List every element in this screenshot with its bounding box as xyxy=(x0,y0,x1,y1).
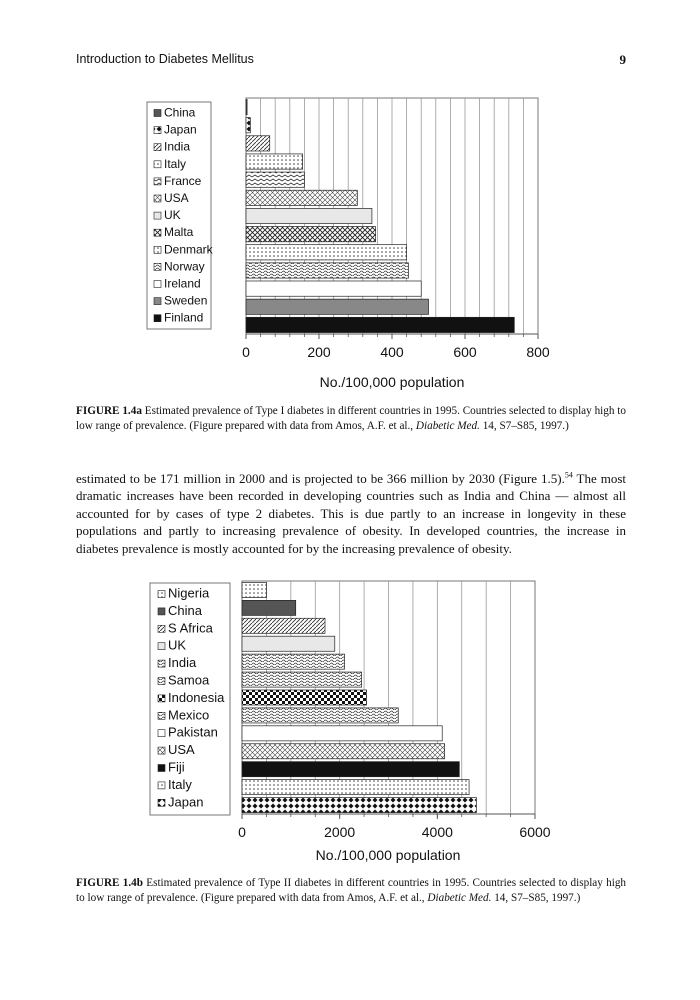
bar-norway xyxy=(246,263,408,278)
figure-1-4b-caption xyxy=(76,876,626,907)
caption-text: Estimated prevalence of Type II diabetes in different countries in 1995. Countries selected to display high to low range of prevalence. (Figure prepared with data from Amos, A.F. et al., xyxy=(76,877,627,905)
legend-swatch xyxy=(158,643,165,650)
legend-label: Denmark xyxy=(164,242,213,257)
legend-swatch xyxy=(158,608,165,615)
bar-uk xyxy=(242,636,335,651)
paragraph-text-2: The most dramatic increases have been recorded in developing countries such as India and China — almost all accounted for by cases of type 2 diabetes. This is due partly to an increase in longevity in these populations and partly to increasing prevalence of obesity. In developed countries, the increase in diabetes prevalence is mostly accounted for by the increasing prevalence of obesity. xyxy=(76,471,626,556)
x-tick-label: 0 xyxy=(238,824,246,840)
legend-swatch xyxy=(158,712,165,719)
caption-text: Estimated prevalence of Type I diabetes in different countries in 1995. Countries selected to display high to low range of prevalence. (Figure prepared with data from Amos, A.F. et al., xyxy=(76,405,627,433)
paragraph-text-1: estimated to be 171 million in 2000 and is projected to be 366 million by 2030 (Figure 1.5). xyxy=(76,471,565,486)
legend-label: Japan xyxy=(164,122,197,137)
x-tick-label: 2000 xyxy=(324,824,356,840)
legend-swatch xyxy=(154,315,161,322)
legend-label: Samoa xyxy=(168,672,210,688)
x-tick-label: 400 xyxy=(380,344,404,360)
bar-finland xyxy=(246,317,514,332)
legend-swatch xyxy=(158,730,165,737)
legend-swatch xyxy=(154,281,161,288)
legend-swatch xyxy=(154,246,161,253)
legend-swatch xyxy=(158,782,165,789)
bar-malta xyxy=(246,227,376,242)
legend-label: USA xyxy=(168,742,195,758)
page-header xyxy=(76,52,626,70)
bar-s-africa xyxy=(242,618,325,633)
caption-ref: 14, S7–S85, 1997.) xyxy=(482,420,569,433)
legend-swatch xyxy=(154,178,161,185)
legend-swatch xyxy=(154,195,161,202)
legend-label: China xyxy=(164,105,196,120)
x-tick-label: 0 xyxy=(242,344,250,360)
bar-italy xyxy=(242,780,469,795)
figure-1-4b-chart xyxy=(0,575,700,870)
bar-usa xyxy=(242,744,445,759)
legend-label: USA xyxy=(164,191,189,205)
legend-swatch xyxy=(154,229,161,236)
legend-swatch xyxy=(154,127,161,134)
running-title: Introduction to Diabetes Mellitus xyxy=(76,52,254,66)
legend-label: India xyxy=(164,139,191,154)
legend-swatch xyxy=(158,678,165,685)
legend-label: Fiji xyxy=(168,759,185,775)
caption-journal: Diabetic Med. xyxy=(427,892,492,905)
legend-label: France xyxy=(164,173,202,188)
legend-swatch xyxy=(154,212,161,219)
bar-mexico xyxy=(242,708,398,723)
caption-ref: 14, S7–S85, 1997.) xyxy=(494,892,581,905)
bar-denmark xyxy=(246,245,407,260)
legend-swatch xyxy=(158,625,165,632)
legend-label: Italy xyxy=(164,156,187,171)
bar-pakistan xyxy=(242,726,442,741)
legend-label: Norway xyxy=(164,259,205,274)
bar-japan xyxy=(246,118,250,133)
legend-swatch xyxy=(158,765,165,772)
legend-swatch xyxy=(154,110,161,117)
legend-label: Finland xyxy=(164,310,204,325)
bar-france xyxy=(246,172,304,187)
legend-swatch xyxy=(154,263,161,270)
x-tick-label: 4000 xyxy=(421,824,453,840)
bar-nigeria xyxy=(242,582,266,597)
legend-label: Japan xyxy=(168,794,204,810)
legend-label: Ireland xyxy=(164,276,201,291)
bar-italy xyxy=(246,154,303,169)
legend-swatch xyxy=(158,799,165,806)
bar-india xyxy=(242,654,345,669)
legend-swatch xyxy=(158,591,165,598)
legend-swatch xyxy=(158,695,165,702)
legend-label: Nigeria xyxy=(168,585,210,601)
bar-china xyxy=(242,600,296,615)
bar-usa xyxy=(246,190,357,205)
reference-number: 54 xyxy=(564,470,573,480)
x-tick-label: 200 xyxy=(307,344,331,360)
legend-swatch xyxy=(154,161,161,168)
legend-label: S Africa xyxy=(168,620,213,636)
bar-india xyxy=(246,136,270,151)
legend-label: Italy xyxy=(168,776,192,792)
legend-swatch xyxy=(158,660,165,667)
figure-1-4a-caption xyxy=(76,404,626,435)
bar-china xyxy=(246,99,247,114)
figure-1-4a-chart xyxy=(0,90,700,395)
page-number: 9 xyxy=(619,52,626,67)
legend-label: UK xyxy=(164,208,181,223)
bar-samoa xyxy=(242,672,362,687)
bar-fiji xyxy=(242,762,459,777)
bar-uk xyxy=(246,208,372,223)
bar-japan xyxy=(242,798,476,813)
legend-label: Mexico xyxy=(168,707,210,723)
legend-label: Malta xyxy=(164,225,194,240)
legend-label: UK xyxy=(168,637,187,653)
x-tick-label: 6000 xyxy=(519,824,551,840)
legend-label: Pakistan xyxy=(168,724,218,740)
caption-journal: Diabetic Med. xyxy=(415,420,480,433)
bar-indonesia xyxy=(242,690,367,705)
body-paragraph xyxy=(76,470,626,557)
x-axis-label: No./100,000 population xyxy=(319,374,465,390)
x-axis-label: No./100,000 population xyxy=(315,847,461,863)
legend-swatch xyxy=(154,298,161,305)
legend-swatch xyxy=(154,144,161,151)
legend-label: India xyxy=(168,655,197,671)
legend-swatch xyxy=(158,747,165,754)
legend-label: China xyxy=(168,602,202,618)
bar-ireland xyxy=(246,281,421,296)
x-tick-label: 800 xyxy=(526,344,550,360)
caption-label: FIGURE 1.4b xyxy=(76,877,143,889)
legend-label: Indonesia xyxy=(168,689,225,705)
caption-label: FIGURE 1.4a xyxy=(76,405,142,417)
x-tick-label: 600 xyxy=(453,344,477,360)
bar-sweden xyxy=(246,299,429,314)
legend-label: Sweden xyxy=(164,293,208,308)
